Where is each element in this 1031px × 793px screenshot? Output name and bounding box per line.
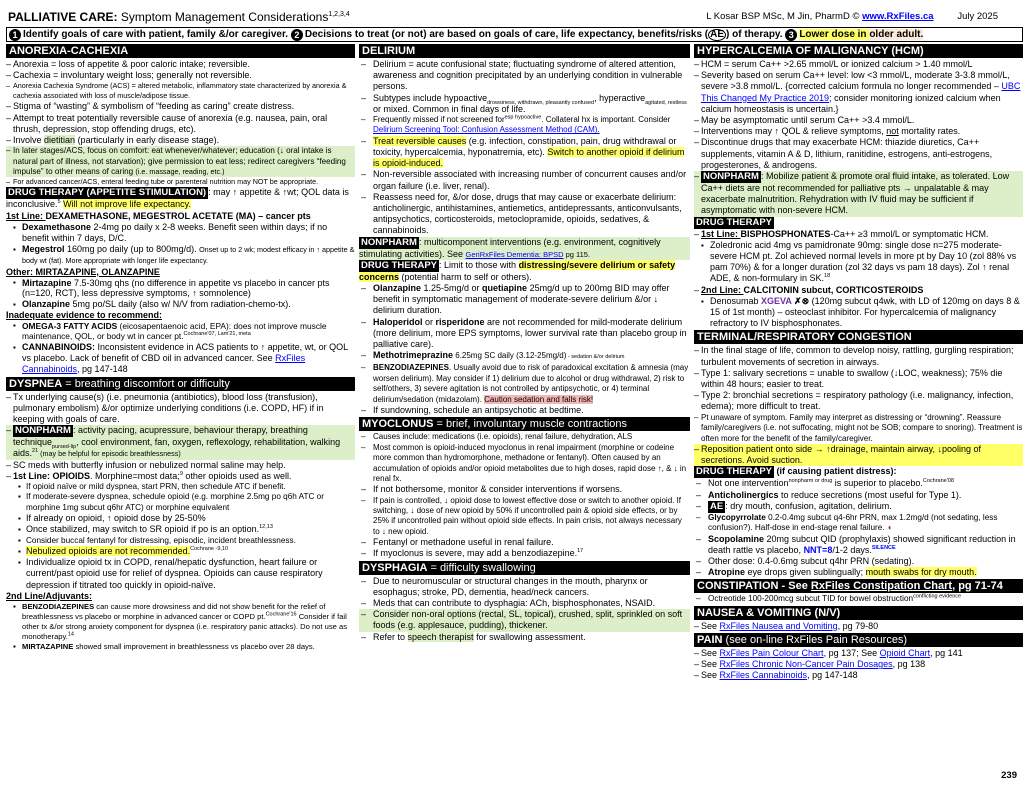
column-1 [6,43,355,775]
text: 160mg po daily (up to 800mg/d). [64,244,200,255]
text: = brief, involuntary muscle contractions [433,418,628,431]
mirtazapine2-item [6,642,355,652]
text: to reduce secretions (most useful for Type 1). [778,489,962,500]
drug-name: Megestrol [22,244,65,255]
delirium-header: DELIRIUM [359,44,690,58]
haloperidol-item [359,317,690,351]
nonpharm-label: NONPHARM [703,171,759,183]
myoclonus-item: – If not bothersome, monitor & consider interventions if worsens. [359,484,690,495]
text: can cause more drowsiness and did not show benefit for the relief of breathlessness vs placebo or morphine in advanced cancer or COPD pt. [22,601,326,621]
second-line-item [694,285,1023,296]
anticholinergics-item [694,490,1023,501]
other-label: Other: MIRTAZAPINE, OLANZAPINE [6,266,160,277]
dietitian-highlight: dietitian [44,135,76,146]
text: (potential harm to self or others). [399,271,532,282]
text: (120mg subcut q4wk, with LD of 120mg on days 8 & 15 of 1st month) – osteoclast inhibitor. For hypercalcemia of malignancy refractory to IV bisphosphonates. [710,295,1020,329]
text: 2-4mg po daily x 2-8 weeks. Benefit seen within days; if no benefit within 7 days, D/C. [22,221,328,244]
anorexia-item: – Attempt to treat potentially reversible cause of anorexia (e.g. nausea, pain, oral thrush, depression, stop offending drugs, etc). [6,113,355,135]
drug-therapy-label: DRUG THERAPY [696,216,773,228]
text: Consider if fail other tx &/or strong anxiety component for dyspnea (i.e. respiratory panic attacks). Do not use as monotherapy. [22,611,348,641]
text: 5mg po/SL daily (also w/ N/V from radiation-chemo-tx). [70,298,291,309]
text: or mixed. Common in final days of life. [373,103,526,114]
text: is superior to placebo. [832,478,923,489]
ref: 17 [577,548,584,555]
nebulized-highlight: Nebulized opioids are not recommended. [26,545,191,556]
first-line [6,211,355,222]
text: Denosumab [710,295,762,306]
text: See [701,620,720,631]
text: Octreotide 100-200mcg subcut TID for bowel obstruction [708,594,914,604]
page-header [8,10,1023,24]
text: are not recommended for mild-moderate delirium (more delirium, more EPS symptoms, lower survival rate than placebo group in palliative care). [373,316,687,350]
text: Once stabilized, may switch to SR opioid if po is an option. [26,524,260,535]
step-1-icon: 1 [9,29,21,41]
nv-item [694,621,1023,632]
text: : activity pacing, acupressure, behaviour therapy, breathing technique [13,425,308,448]
drug-therapy-label: DRUG THERAPY [696,466,773,478]
ref: Cochrane'08 [922,478,954,485]
olanzapine-item [359,283,690,317]
omega3-item [6,321,355,342]
text: In later stages/ACS, focus on comfort: eat whenever/whatever; education (↓ oral intake is natural part of illness, not starvation); give permission to eat less; redirect caregivers “feeding impulse” to other means of caring [13,146,346,177]
myoclonus-item: – Causes include: medications (i.e. opioids), renal failure, dehydration, ALS [359,432,690,442]
scopolamine-other-dose: – Other dose: 0.4-0.6mg subcut q4hr PRN (sedating). [694,556,1023,567]
step-2-text: Decisions to treat (or not) are based on goals of care, life expectancy, benefits/risks ( [304,29,709,40]
text: : dry mouth, confusion, agitation, delirium. [725,500,892,511]
column-3 [694,43,1023,775]
text: pursed-lip [52,443,77,450]
hcm-item: – HCM = serum Ca++ >2.65 mmol/L or ionized calcium > 1.40 mmol/L [694,59,1023,70]
hcm-item [694,70,1023,115]
text: Involve [13,135,45,146]
dysphagia-item [359,632,690,643]
first-line-label: 1st Line: OPIOIDS [13,470,91,481]
text: , pg 147-148 [807,670,858,681]
date: July 2025 [957,11,998,22]
text: : multicomponent interventions (e.g. environment, cognitively stimulating activities). See [359,236,661,259]
dysphagia-item: – Meds that can contribute to dysphagia: ACh, bisphosphonates, NSAID. [359,598,690,609]
drug-name: Haloperidol [373,316,423,327]
delirium-nonpharm [359,237,690,260]
text: 6.25mg SC daily (3.12-25mg/d) [453,351,567,361]
text: , cool environment, fan, oxygen, reflexology, rehabilitation, walking aids. [13,437,341,459]
opioid-item [6,546,355,557]
text: (may be helpful for episodic breathlessness) [38,449,181,459]
text: . Morphine=most data; [90,470,180,481]
text: Refer to [373,631,408,642]
text: 0.2-0.4mg subcut q4-6hr PRN, max 1.2mg/d (not sedating, less confusion?). Half-dose in end-stage renal failure. [708,512,998,533]
hcm-item: – May be asymptomatic until serum Ca++ >3.4 mmol/L. [694,115,1023,126]
text: , pg 137; See [823,647,880,658]
text: /1-2 days. [832,544,872,555]
text: eye drops given sublingually; [745,567,866,578]
dyspnea-nonpharm [6,425,355,459]
text: 1.25-5mg/d or [421,283,483,294]
drug-name: Olanzapine [373,283,422,294]
title-bold: PALLIATIVE CARE: [8,10,118,24]
myoclonus-item: – Fentanyl or methadone useful in renal failure. [359,537,690,548]
text: . Usually avoid due to risk of paradoxical excitation & amnesia (may worsen delirium). May consider if 1) delirium due to alcohol or drug withdrawal, 2) risk to self/others, 3) severe agitation is not controlled by antipsychotic, or 4) terminal delirium/sedation (midazolam). [373,363,689,404]
text: 20mg subcut QID (prophylaxis) showed significant reduction in death rattle vs placebo, [708,533,1016,555]
nausea-vomiting-header: NAUSEA & VOMITING (N/V) [694,606,1023,620]
octreotide-item [694,594,1023,604]
terminal-congestion-header: TERMINAL/RESPIRATORY CONGESTION [694,330,1023,344]
text: , pg 138 [892,659,926,670]
highlight: distressing/severe delirium or safety concerns [359,259,676,282]
text: drowsiness, withdrawn, pleasantly confused [487,99,595,106]
delirium-item [359,136,690,170]
opioid-item: ▪ Individualize opioid tx in COPD, renal/hepatic dysfunction, heart failure or current/past opioid use for relief of dyspnea. Opioids can cause respiratory depression if titrated too quickly in opioid-naïve. [6,557,355,591]
dysphagia-header [359,561,690,575]
first-line-label: 1st Line: [6,210,46,221]
drug-name: BISPHOSPHONATES [740,228,831,239]
drug-therapy-label: DRUG THERAPY [361,259,438,271]
header-authors [706,12,998,23]
text: -Ca++ ≥3 mmol/L or symptomatic HCM. [830,228,989,239]
text: Zoledronic acid 4mg vs pamidronate 90mg: single dose n=275 moderate-severe HCM pt. Zol achieved normal levels in more pt by Day 10 (zol 88% vs pam 70%) & for a longer duration (zol 32 days vs pam 18 days). Zol ↑ renal ADE, & non-formulary in SK. [710,239,1017,284]
anorexia-item [6,135,355,146]
ae-badge: AE [710,29,725,40]
text: not [886,126,899,137]
website-link[interactable]: www.RxFiles.ca [862,11,934,22]
drug-name: BENZODIAZEPINES [22,601,95,611]
text: pg 115. [563,249,591,259]
page-number: 239 [1001,770,1017,781]
text: (if causing patient distress): [774,466,897,477]
text: , pg 71-74 [952,580,1003,593]
text: CONSTIPATION [697,580,779,593]
drug-name: Dexamethasone [22,221,92,232]
dexamethasone-item [6,222,355,244]
congestion-item: – Pt unaware of symptom. Family may interpret as distressing or “drowning”. Reassure family/caregivers (i.e. not suffocating, might not be SOB; compare to snoring). Treatment is often more for the benefit of the family/caregiver. [694,413,1023,444]
delirium-item [359,93,690,115]
pain-item [694,648,1023,659]
nausea-link[interactable]: RxFiles Nausea and Vomiting [719,620,838,631]
methotrimeprazine-item [359,350,690,363]
drug-name: quetiapine [482,283,528,294]
first-line-label: 1st Line: [701,228,741,239]
text: 7.5-30mg qhs (no difference in appetite vs placebo in cancer pts (n=120, RCT), less depressive symptoms, ↑ somnolence) [22,277,330,299]
cam-tool-link[interactable]: Delirium Screening Tool: Confusion Assessment Method (CAM). [373,125,600,135]
chronic-pain-link[interactable]: RxFiles Chronic Non-Cancer Pain Dosages [719,659,893,670]
constipation-link[interactable]: RxFiles Constipation Chart [810,580,953,593]
dyspnea-item: – Tx underlying cause(s) (i.e. pneumonia (antibiotics), blood loss (transfusion), pulmonary embolism) &/or optimize underlying conditions (i.e. COPD, HF) if in keeping with goals of care. [6,392,355,426]
step-2-text-end: ) of therapy. [726,29,783,40]
ref: Cochrane'16 [265,611,297,618]
text: = breathing discomfort or difficulty [62,377,230,390]
drug-name: Anticholinergics [708,489,779,500]
highlight: Switch to another opioid if delirium is opioid-induced. [373,147,685,169]
opioid-item: ▪ If opioid naïve or mild dyspnea, start PRN, then schedule ATC if benefit. [6,482,355,492]
ref: Cochrane'07, Lam'21, meta [183,331,251,338]
text: See [701,670,720,681]
text: - See [778,580,811,593]
ref: SILENCE [871,544,896,551]
hcm-item [694,126,1023,137]
text: Severity based on serum Ca++ level: low <3 mmol/L, moderate 3-3.8 mmol/L, severe >3.8 mmol/L. {corrected calcium formula no longer recommended – [701,70,1010,92]
goals-banner [6,27,1023,42]
pain-header [694,633,1023,647]
nonpharm-label: NONPHARM [15,425,71,437]
ref: 5 [57,199,61,206]
congestion-item: – Type 2: bronchial secretions = respiratory pathology (i.e. malignancy, infection, edema); more difficult to treat. [694,390,1023,412]
drug-name: Glycopyrrolate [708,512,766,522]
text: Onset up to 2 wk; modest efficacy in ↑ appetite & body wt (fat). More appropriate with longer life expectancy. [22,245,355,266]
text: DYSPHAGIA [362,561,428,574]
hcm-header: HYPERCALCEMIA OF MALIGNANCY (HCM) [694,44,1023,58]
anorexia-item: – For advanced cancer/ACS, enteral feeding tube or parenteral nutrition may NOT be appropriate. [6,177,355,187]
highlight: speech therapist [407,631,474,642]
delirium-drug-therapy [359,260,690,283]
anorexia-item: – Anorexia = loss of appetite & poor caloric intake; reversible. [6,59,355,70]
drug-name: BENZODIAZEPINES [373,363,450,373]
dyspnea-item: – SC meds with butterfly infusion or nebulized normal saline may help. [6,460,355,471]
ref: 18 [824,273,831,280]
kidney-icon: ◖ [884,523,892,533]
dysphagia-item: – Consider non-oral options (rectal, SL, topical), crushed, split, sprinkled on soft foods (e.g. applesauce, pudding), thickener. [359,609,690,631]
inadequate-label: Inadequate evidence to recommend: [6,309,163,320]
text: (particularly in early disease stage). [75,135,220,146]
drug-name: Olanzapine [22,298,71,309]
anorexia-item: – Anorexia Cachexia Syndrome (ACS) = altered metabolic, inflammatory state characterized by anorexia & cachexia associated with loss of muscle/adipose tissue. [6,81,355,101]
cannabinoids-link[interactable]: RxFiles Cannabinoids [719,670,808,681]
text: See [701,647,720,658]
nonpharm-label: NONPHARM [361,236,417,248]
second-line-label: 2nd Line: [701,284,744,295]
denosumab-item [694,296,1023,330]
step-3-text: Lower dose in [799,29,870,40]
ae-label: AE [710,500,724,512]
drug-name: OMEGA-3 FATTY ACIDS [22,321,118,332]
delirium-item: – Non-reversible associated with increasing number of concurrent causes and/or organ failure (i.e. liver, renal). [359,169,690,191]
text: agitated, restless [645,99,687,106]
cannabinoids-item [6,342,355,376]
glycopyrrolate-item [694,513,1023,534]
step-3-older-adult: older adult. [869,29,924,40]
congestion-item: – Type 1: salivary secretions = unable to swallow (↓LOC, weakness); 75% die within 48 hours; easier to treat. [694,368,1023,390]
text: : Mobilize patient & promote oral fluid intake, as tolerated. Low Ca++ diets are not recommended for palliative pts → unpalatable & may exacerbate malnutrition. Rehydration with IV fluid may be sufficient if asymptomatic with non-severe HCM. [701,171,1010,216]
myoclonus-item [359,548,690,559]
opioid-item: ▪ If already on opioid, ↑ opioid dose by 25-50% [6,513,355,524]
text: (i.e. massage, reading, etc.) [135,167,225,177]
benzodiazepines-item [359,363,690,405]
drug-name: MIRTAZAPINE [22,641,74,651]
authors: L Kosar BSP MSc, M Jin, PharmD © [706,11,860,22]
text: Inconsistent evidence in ACS patients to ↑ appetite, wt, or QOL vs placebo. Lack of benefit of CBD oil in advanced cancer. See [22,341,348,364]
title-rest: Symptom Management Considerations [117,10,329,24]
pain-chart-link[interactable]: RxFiles Pain Colour Chart [719,647,824,658]
drug-therapy-label: DRUG THERAPY (APPETITE STIMULATION) [8,187,207,199]
drug-name: Methotrimeprazine [373,350,454,361]
congestion-item: – In the final stage of life, common to develop noisy, rattling, gurgling respiration; turbulent movements of secretion in airways. [694,345,1023,367]
text: , hyperactive [594,92,646,103]
drug-name: risperidone [435,316,485,327]
x-mark-icon: ✗⊗ [791,295,810,306]
sundowning-item: – If sundowning, schedule an antipsychotic at bedtime. [359,405,690,416]
step-3-icon: 3 [785,29,797,41]
delirium-item: – Delirium = acute confusional state; fluctuating syndrome of altered attention, awareness and cognition precipitated by an underlying condition in vulnerable persons. [359,59,690,93]
drug-name: CALCITONIN subcut, CORTICOSTEROIDS [743,284,924,295]
text: Interventions may ↑ QOL & relieve symptoms, [701,126,887,137]
highlight: Treat reversible causes [373,135,467,146]
appetite-drug-therapy [6,187,355,210]
opioid-item: ▪ If moderate-severe dyspnea, schedule opioid (e.g. morphine 2.5mg po q6h ATC or morphine 1mg subcut q6hr ATC) or morphine equivalent [6,492,355,513]
myoclonus-item: – Most common is opioid-induced myoclonus in renal impairment (morphine or codeine more common than hydromorphone, methadone or fentanyl). Often caused by an accumulation of opioids and/or opioid metabolites due to high doses, rapid dose ↑, & ↓ in renal fx. [359,443,690,485]
text: for swallowing assessment. [473,631,586,642]
text: . Collateral hx is important. Consider [541,115,671,125]
atropine-item [694,567,1023,578]
brand-name: XGEVA [761,295,792,306]
hcm-nonpharm [694,171,1023,217]
text: DYSPNEA [9,377,63,390]
drug-name: Atropine [708,567,745,578]
text: (see on-line RxFiles Pain Resources) [722,633,908,646]
highlight: Will not improve life expectancy. [63,199,191,210]
ref: 14 [67,631,74,638]
text: (eicosapentaenoic acid, EPA): does not improve muscle maintenance, QOL, or body wt in cancer pt. [22,321,327,342]
anorexia-item: – Stigma of “wasting” & symbolism of “feeding as caring” create distress. [6,101,355,112]
text: other opioids used as well. [182,470,292,481]
pain-item [694,670,1023,681]
text: : may ↑ appetite & ↑wt; QOL data is inconclusive. [6,187,349,210]
ref: 9 [179,470,183,477]
text: PAIN [697,633,723,646]
drug-name: Mirtazapine [22,277,72,288]
text: ; consider monitoring ionized calcium when calcium homeostasis is uncertain.} [701,92,1001,114]
text: = difficulty swallowing [427,561,536,574]
ref: 12,13 [259,524,273,531]
text: : Limit to those with [439,259,519,270]
opioid-chart-link[interactable]: Opioid Chart [879,647,931,658]
text: mortality rates. [898,126,961,137]
dyspnea-header [6,377,355,391]
bisphosphonates-item [694,229,1023,240]
ref: Cochrane -9,10 [190,545,229,552]
dyspnea-opioids [6,471,355,482]
congestion-drug-therapy [694,466,1023,478]
text: showed small improvement in breathlessness vs placebo over 28 days. [73,641,315,651]
text: Frequently missed if not screened for [373,115,505,125]
text: If myoclonus is severe, may add a benzodiazepine. [373,548,578,559]
myoclonus-header [359,417,690,431]
caution-highlight: Caution sedation and falls risk! [484,394,594,404]
highlight: mouth swabs for dry mouth. [865,567,977,578]
text: , pg 147-148 [77,364,128,375]
olanzapine-item [6,299,355,310]
second-line-label: 2nd Line/Adjuvants: [6,590,93,601]
drug-name: Scopolamine [708,533,765,544]
delirium-item [359,115,690,136]
text: DEXAMETHASONE, MEGESTROL ACETATE (MA) – cancer pts [45,210,311,221]
anorexia-header: ANOREXIA-CACHEXIA [6,44,355,58]
text: (e.g. infection, constipation, pain, drug withdrawal or toxicity, hypercalcemia, hyponatremia, etc). [373,135,677,158]
megestrol-item [6,244,355,266]
text: Not one intervention [708,478,789,489]
congestion-item [694,478,1023,489]
text: - sedation &/or delirium [566,354,625,361]
scopolamine-item [694,534,1023,556]
opioid-item [6,524,355,535]
drug-name: CANNABINOIDS: [22,341,95,352]
text: See [701,659,720,670]
pain-item [694,659,1023,670]
text: or [422,316,436,327]
cannabinoids-link[interactable]: RxFiles Cannabinoids [22,353,306,375]
delirium-item: – Reassess need for, &/or dose, drugs that may cause or exacerbate delirium: anticholinergic, antihistamines, antiemetics, antidepressants, anticonvulsants, antipsychotics, corticosteroids, metoclopramide, opioids, sedatives, & cannabinoids. [359,192,690,237]
nnt: NNT=8 [803,544,833,555]
text: 25mg/d up to 200mg BID may offer benefit in symptomatic management of moderate-severe delirium &/or ↓ delirium duration. [373,283,670,316]
hcm-item: – Discontinue drugs that may exacerbate HCM: thiazide diuretics, Ca++ supplements, vitamin A & D, lithium, ranitidine, estrogens, anti-estrogens, progesterones, & androgens. [694,137,1023,171]
dysphagia-item: – Due to neuromuscular or structural changes in the mouth, pharynx or esophagus; stroke, PD, dementia, head/neck cancers. [359,576,690,598]
step-1-text: Identify goals of care with patient, family &/or caregiver. [23,29,289,40]
step-2-icon: 2 [291,29,303,41]
text: MYOCLONUS [362,418,434,431]
page-title [8,10,350,24]
text: , pg 79-80 [837,620,879,631]
myoclonus-item: – If pain is controlled, ↓ opioid dose to lowest effective dose or switch to another opioid. If switching, ↓ dose of new opioid by 50% if uncontrolled pain & opioid side effects, or by 25% if uncontrolled pain without opioid side effects. In pain crisis, not always necessary to ↓ new opioid. [359,496,690,538]
ref: 21 [32,448,39,455]
text: conflicting evidence [913,593,962,600]
opioid-item: ▪ Consider buccal fentanyl for distressing, episodic, incident breathlessness. [6,536,355,546]
zoledronic-item [694,240,1023,285]
text: , pg 141 [930,647,963,658]
column-2 [359,43,690,775]
mirtazapine-item [6,278,355,299]
text: Subtypes include hypoactive [373,92,488,103]
constipation-header [694,579,1023,593]
bpsd-link[interactable]: GeriRxFiles Dementia: BPSD [465,249,564,259]
reposition-item: – Reposition patient onto side → ↑drainage, maintain airway, ↓pooling of secretions. Avoid suction. [694,444,1023,466]
anorexia-comfort-item [6,146,355,177]
ubc-link[interactable]: UBC This Changed My Practice 2019 [701,81,1021,103]
anorexia-item: – Cachexia = involuntary weight loss; generally not reversible. [6,70,355,81]
ae-item [694,501,1023,513]
title-refs: 1,2,3,4 [328,11,350,18]
benzodiazepines-item [6,602,355,642]
text: esp hypoactive [504,114,542,121]
text: nonpharm or drug [788,478,833,485]
